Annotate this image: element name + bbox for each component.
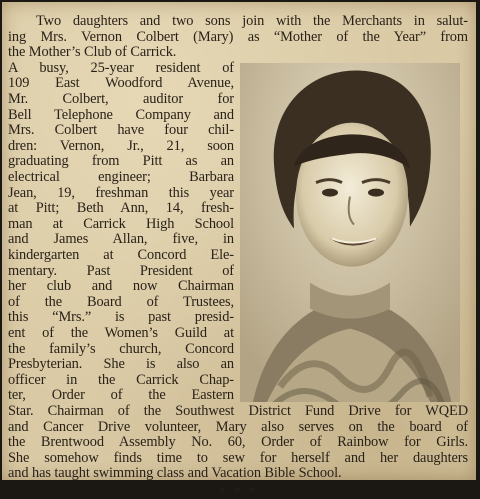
article-line: her club and now Chairman	[8, 278, 234, 295]
article-line: of the Board of Trustees,	[8, 293, 234, 310]
article-line: the Mother’s Club of Carrick.	[8, 44, 177, 61]
article-line: A busy, 25-year resident of	[8, 59, 234, 76]
article-line: at Pitt; Beth Ann, 14, fresh-	[8, 200, 234, 217]
article-line: officer in the Carrick Chap-	[8, 371, 234, 388]
article-line: She somehow finds time to sew for herself and her daughters	[8, 449, 468, 466]
article-line: mentary. Past President of	[8, 262, 234, 279]
newspaper-clipping	[2, 2, 476, 498]
article-line: and has taught swimming class and Vacation Bible School.	[8, 465, 342, 482]
article-line: Jean, 19, freshman this year	[8, 184, 234, 201]
article-line: dren: Vernon, Jr., 21, soon	[8, 137, 234, 154]
article-line: ter, Order of the Eastern	[8, 387, 234, 404]
article-line: graduating from Pitt as an	[8, 153, 234, 170]
article-line: kindergarten at Concord Ele-	[8, 247, 234, 263]
article-line: Mr. Colbert, auditor for	[8, 91, 234, 107]
portrait-image	[240, 63, 460, 402]
article-line: Bell Telephone Company and	[8, 106, 234, 123]
article-line: ent of the Women’s Guild at	[8, 325, 234, 341]
article-line: Mrs. Colbert have four chil-	[8, 122, 234, 139]
separator-stars: * * *	[219, 484, 259, 498]
article-line: this “Mrs.” is past presid-	[8, 309, 234, 326]
article-line: Star. Chairman of the Southwest District Fund Drive for WQED	[8, 403, 468, 419]
article-line: ing Mrs. Vernon Colbert (Mary) as “Mother of the Year” from	[8, 28, 468, 45]
article-line: man at Carrick High School	[8, 215, 234, 232]
article-line: Presbyterian. She is also an	[8, 356, 234, 373]
article-line: Two daughters and two sons join with the Merchants in salut-	[36, 13, 468, 29]
article-line: the family’s church, Concord	[8, 340, 234, 357]
article-line: and James Allan, five, in	[8, 231, 234, 248]
article-line: electrical engineer; Barbara	[8, 169, 234, 185]
portrait-photo	[240, 63, 460, 402]
article-line: the Brentwood Assembly No. 60, Order of Rainbow for Girls.	[8, 434, 468, 451]
article-line: 109 East Woodford Avenue,	[8, 75, 234, 92]
article-line: and Cancer Drive volunteer, Mary also serves on the board of	[8, 418, 468, 435]
